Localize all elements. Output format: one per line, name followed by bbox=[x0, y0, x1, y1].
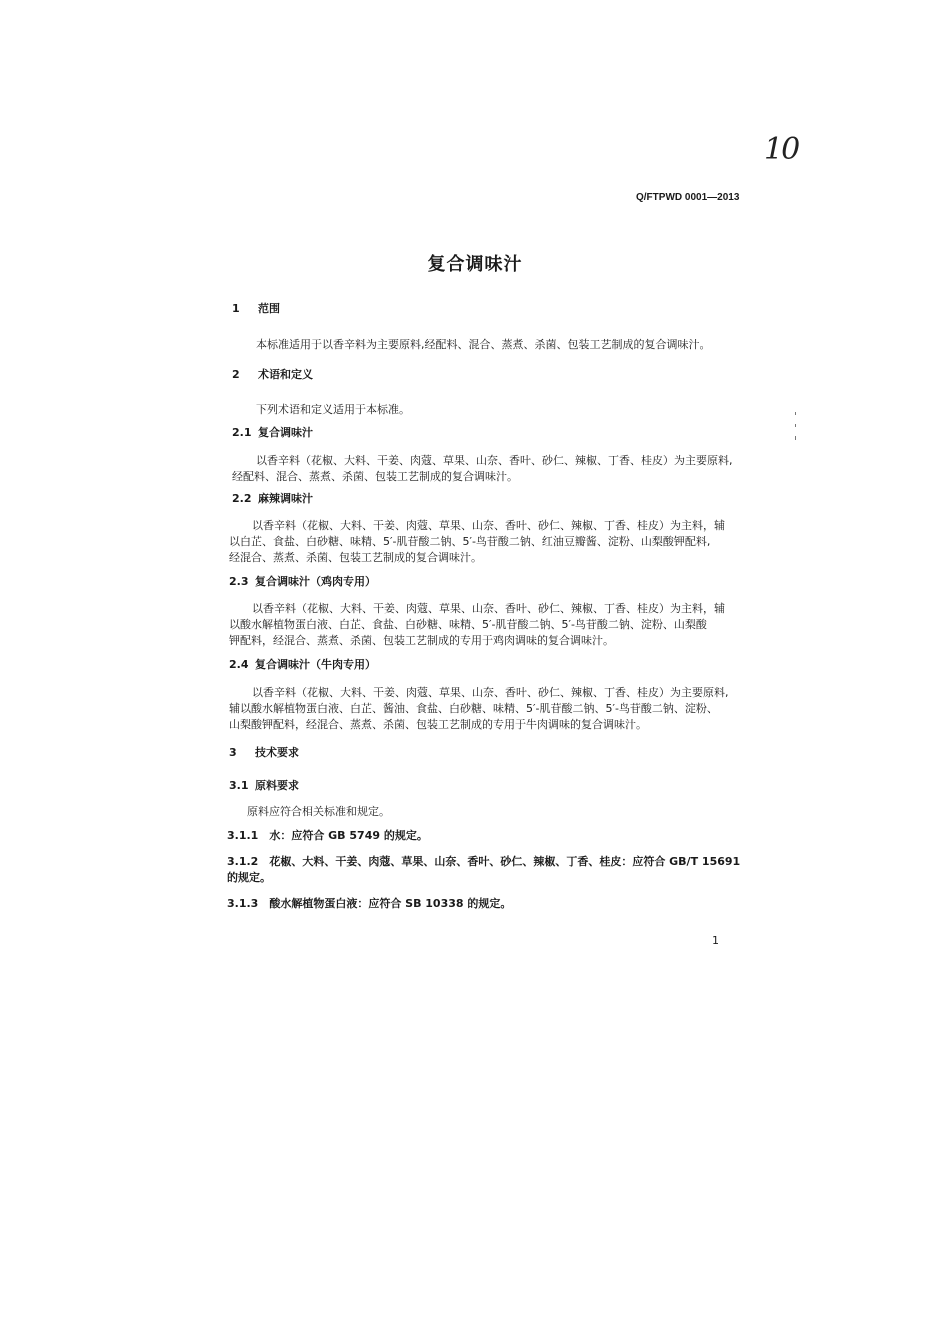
scan-artifact-mark bbox=[795, 436, 796, 440]
standard-code: Q/FTPWD 0001—2013 bbox=[636, 192, 740, 203]
section-2-1-line-1: 以香辛料（花椒、大料、干姜、肉蔻、草果、山奈、香叶、砂仁、辣椒、丁香、桂皮）为主要原料, bbox=[256, 454, 733, 467]
document-title: 复合调味汁 bbox=[427, 254, 523, 275]
section-2-2-line-3: 经混合、蒸煮、杀菌、包装工艺制成的复合调味汁。 bbox=[229, 551, 482, 564]
section-2-2-number: 2.2 bbox=[232, 492, 252, 505]
section-2-text: 下列术语和定义适用于本标准。 bbox=[256, 403, 410, 416]
section-2-3-line-2: 以酸水解植物蛋白液、白芷、食盐、白砂糖、味精、5′-肌苷酸二钠、5′-鸟苷酸二钠、淀粉、山梨酸 bbox=[229, 618, 707, 631]
section-2-3-line-1: 以香辛料（花椒、大料、干姜、肉蔻、草果、山奈、香叶、砂仁、辣椒、丁香、桂皮）为主料，辅 bbox=[252, 602, 725, 615]
section-2-2-line-2: 以白芷、食盐、白砂糖、味精、5′-肌苷酸二钠、5′-鸟苷酸二钠、红油豆瓣酱、淀粉、山梨酸钾配料, bbox=[229, 535, 711, 548]
section-2-4-heading bbox=[229, 656, 376, 672]
section-2-1-number: 2.1 bbox=[232, 426, 252, 439]
section-3-title: 技术要求 bbox=[255, 746, 299, 759]
section-3-1-title: 原料要求 bbox=[255, 779, 299, 792]
section-2-4-line-1: 以香辛料（花椒、大料、干姜、肉蔻、草果、山奈、香叶、砂仁、辣椒、丁香、桂皮）为主要原料, bbox=[252, 686, 729, 699]
section-2-title: 术语和定义 bbox=[258, 368, 313, 381]
section-2-3-line-3: 钾配料，经混合、蒸煮、杀菌、包装工艺制成的专用于鸡肉调味的复合调味汁。 bbox=[229, 634, 614, 647]
handwritten-page-annotation: 10 bbox=[764, 132, 799, 167]
section-2-2-heading bbox=[232, 490, 313, 506]
section-1-heading bbox=[232, 300, 280, 316]
section-2-1-line-2: 经配料、混合、蒸煮、杀菌、包装工艺制成的复合调味汁。 bbox=[232, 470, 518, 483]
page-number: 1 bbox=[712, 934, 719, 947]
section-3-number: 3 bbox=[229, 746, 237, 759]
section-2-2-line-1: 以香辛料（花椒、大料、干姜、肉蔻、草果、山奈、香叶、砂仁、辣椒、丁香、桂皮）为主料，辅 bbox=[252, 519, 725, 532]
section-3-1-text: 原料应符合相关标准和规定。 bbox=[247, 805, 390, 818]
scan-artifact-mark bbox=[795, 412, 796, 415]
section-2-2-title: 麻辣调味汁 bbox=[258, 492, 313, 505]
section-2-1-heading bbox=[232, 424, 313, 440]
section-2-4-line-2: 辅以酸水解植物蛋白液、白芷、酱油、食盐、白砂糖、味精、5′-肌苷酸二钠、5′-鸟苷酸二钠、淀粉、 bbox=[229, 702, 718, 715]
scan-artifact-mark bbox=[795, 424, 796, 427]
section-1-text: 本标准适用于以香辛料为主要原料,经配料、混合、蒸煮、杀菌、包装工艺制成的复合调味汁。 bbox=[256, 338, 711, 351]
section-1-number: 1 bbox=[232, 302, 240, 315]
clause-3-1-2-line-2: 的规定。 bbox=[227, 871, 271, 884]
section-3-1-number: 3.1 bbox=[229, 779, 249, 792]
section-3-heading bbox=[229, 744, 299, 760]
section-2-3-number: 2.3 bbox=[229, 575, 249, 588]
section-2-1-title: 复合调味汁 bbox=[258, 426, 313, 439]
section-2-4-line-3: 山梨酸钾配料，经混合、蒸煮、杀菌、包装工艺制成的专用于牛肉调味的复合调味汁。 bbox=[229, 718, 647, 731]
clause-3-1-1: 3.1.1 水：应符合 GB 5749 的规定。 bbox=[227, 829, 428, 842]
section-2-4-number: 2.4 bbox=[229, 658, 249, 671]
section-2-4-title: 复合调味汁（牛肉专用） bbox=[255, 658, 376, 671]
section-2-3-heading bbox=[229, 573, 376, 589]
clause-3-1-2-line-1: 3.1.2 花椒、大料、干姜、肉蔻、草果、山奈、香叶、砂仁、辣椒、丁香、桂皮：应符合 GB/T 15691 bbox=[227, 855, 741, 868]
section-3-1-heading bbox=[229, 777, 299, 793]
section-2-number: 2 bbox=[232, 368, 240, 381]
section-2-3-title: 复合调味汁（鸡肉专用） bbox=[255, 575, 376, 588]
section-1-title: 范围 bbox=[258, 302, 280, 315]
section-2-heading bbox=[232, 366, 313, 382]
clause-3-1-3: 3.1.3 酸水解植物蛋白液：应符合 SB 10338 的规定。 bbox=[227, 897, 512, 910]
